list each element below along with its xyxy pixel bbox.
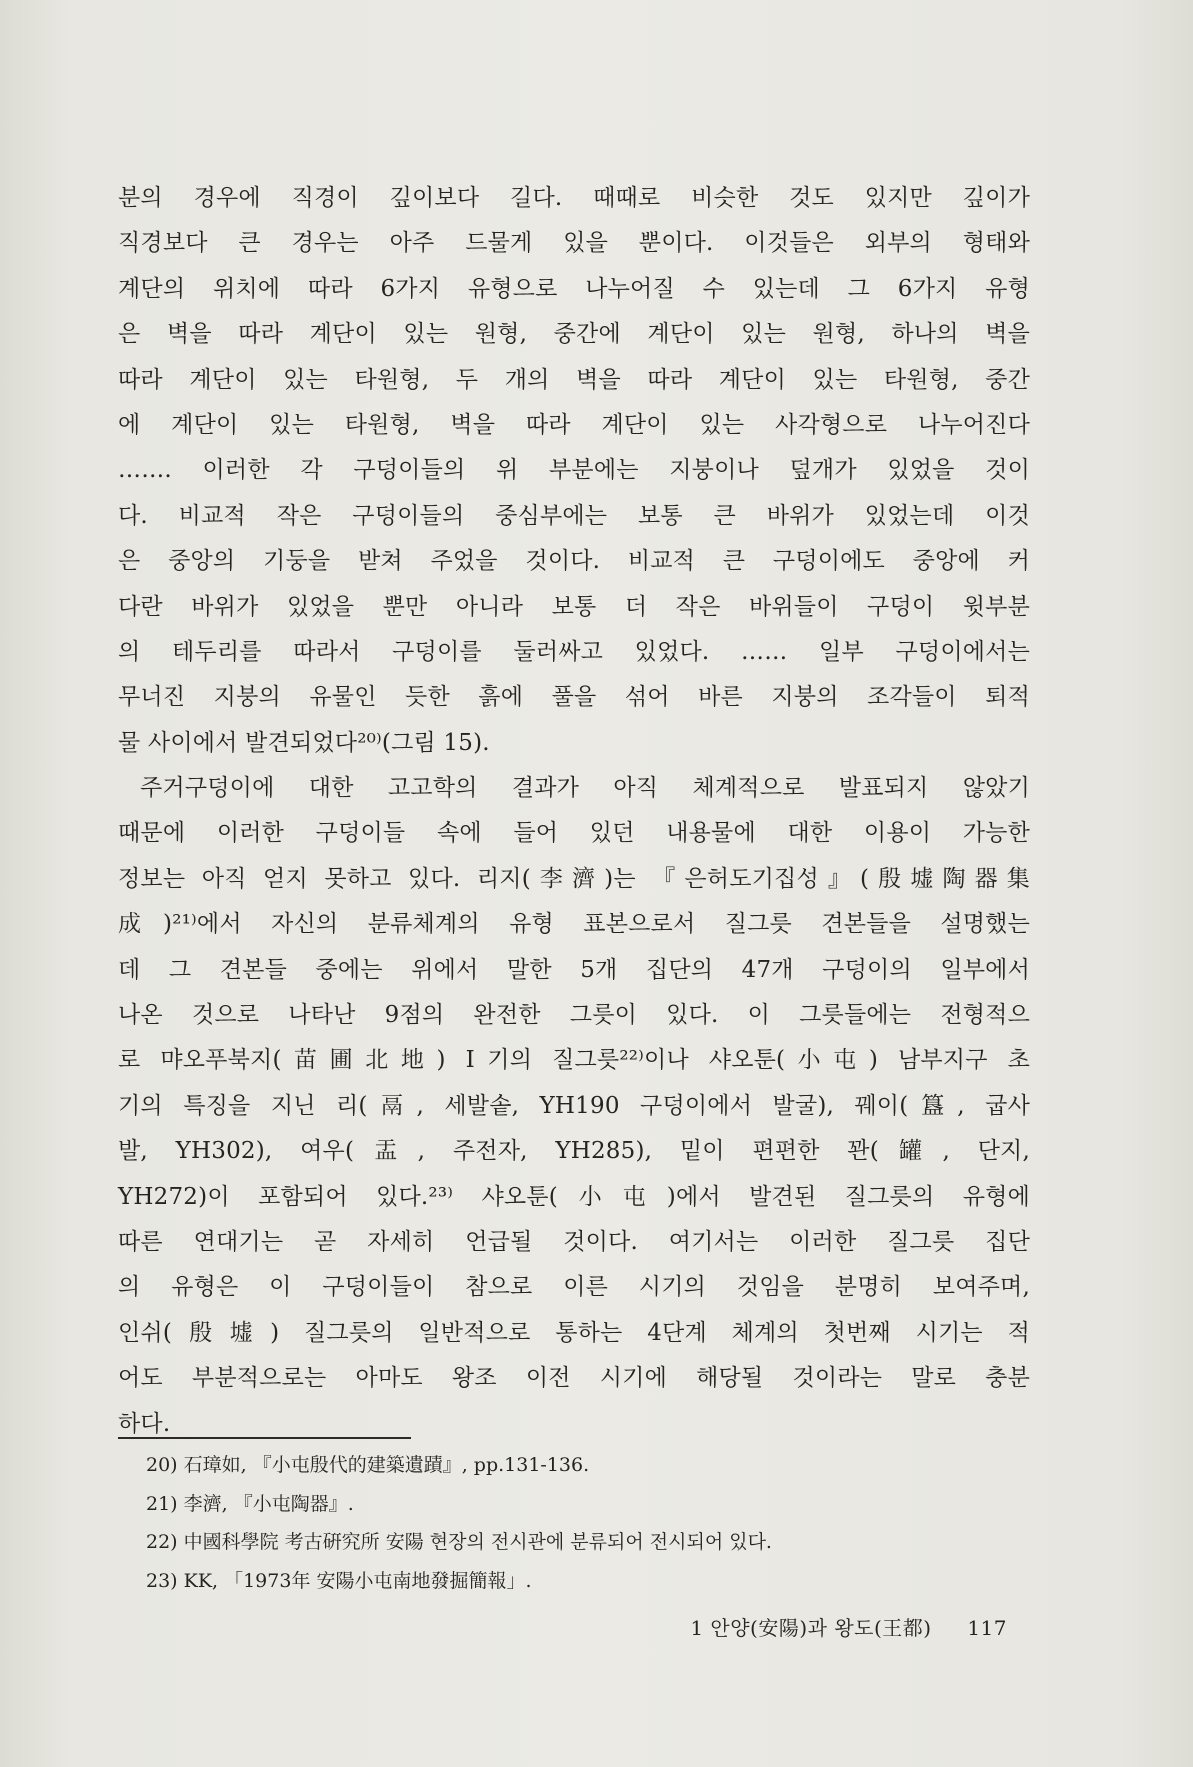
text-line-4: 은 벽을 따라 계단이 있는 원형, 중간에 계단이 있는 원형, 하나의 벽을 [118,321,1030,348]
text-line-28: 하다. [118,1410,171,1437]
text-line-13: 물 사이에서 발견되었다²⁰⁾(그림 15). [118,729,490,756]
text-line-20: 로 먀오푸북지(苗圃北地) Ⅰ기의 질그릇²²⁾이나 샤오툰(小屯) 남부지구 초 [118,1047,1030,1074]
body-text [118,176,1030,1447]
text-line-21: 기의 특징을 지닌 리(鬲, 세발솥, YH190 구덩이에서 발굴), 꿰이(簋, 굽사 [118,1092,1030,1119]
text-line-10: 다란 바위가 있었을 뿐만 아니라 보통 더 작은 바위들이 구덩이 윗부분 [118,593,1030,620]
page-number: 117 [967,1616,1007,1640]
text-line-14: 주거구덩이에 대한 고고학의 결과가 아직 체계적으로 발표되지 않았기 [140,775,1030,802]
text-line-3: 계단의 위치에 따라 6가지 유형으로 나누어질 수 있는데 그 6가지 유형 [118,275,1030,302]
text-line-7: ……. 이러한 각 구덩이들의 위 부분에는 지붕이나 덮개가 있었을 것이 [118,457,1030,484]
text-line-22: 발, YH302), 여우(盂, 주전자, YH285), 밑이 편편한 꽌(罐, 단지, [118,1138,1030,1165]
footnotes [146,1446,1026,1600]
footnote-22: 22) 中國科學院 考古硏究所 安陽 현장의 전시관에 분류되어 전시되어 있다. [146,1531,772,1553]
text-line-24: 따른 연대기는 곧 자세히 언급될 것이다. 여기서는 이러한 질그릇 집단 [118,1228,1030,1255]
text-line-11: 의 테두리를 따라서 구덩이를 둘러싸고 있었다. …… 일부 구덩이에서는 [118,638,1030,665]
text-line-6: 에 계단이 있는 타원형, 벽을 따라 계단이 있는 사각형으로 나누어진다 [118,411,1030,438]
text-line-25: 의 유형은 이 구덩이들이 참으로 이른 시기의 것임을 분명히 보여주며, [118,1274,1030,1301]
footnote-23: 23) KK, 「1973年 安陽小屯南地發掘簡報」. [146,1569,532,1592]
text-line-19: 나온 것으로 나타난 9점의 완전한 그릇이 있다. 이 그릇들에는 전형적으 [118,1002,1030,1029]
footnote-21: 21) 李濟, 『小屯陶器』. [146,1492,354,1515]
text-line-1: 분의 경우에 직경이 깊이보다 길다. 때때로 비슷한 것도 있지만 깊이가 [118,185,1030,211]
footnote-divider [118,1437,411,1439]
text-line-2: 직경보다 큰 경우는 아주 드물게 있을 뿐이다. 이것들은 외부의 형태와 [118,230,1030,257]
text-line-15: 때문에 이러한 구덩이들 속에 들어 있던 내용물에 대한 이용이 가능한 [118,820,1030,847]
text-line-8: 다. 비교적 작은 구덩이들의 중심부에는 보통 큰 바위가 있었는데 이것 [118,502,1030,529]
text-line-23: YH272)이 포함되어 있다.²³⁾ 샤오툰(小屯)에서 발견된 질그릇의 유형에 [118,1183,1030,1210]
text-line-5: 따라 계단이 있는 타원형, 두 개의 벽을 따라 계단이 있는 타원형, 중간 [118,366,1030,393]
text-line-17: 成)²¹⁾에서 자신의 분류체계의 유형 표본으로서 질그릇 견본들을 설명했는 [118,911,1030,938]
text-line-18: 데 그 견본들 중에는 위에서 말한 5개 집단의 47개 구덩이의 일부에서 [118,956,1030,983]
text-line-9: 은 중앙의 기둥을 받쳐 주었을 것이다. 비교적 큰 구덩이에도 중앙에 커 [118,548,1030,575]
running-footer [690,1608,1007,1648]
footnote-20: 20) 石璋如, 『小屯殷代的建築遺蹟』, pp.131-136. [146,1454,590,1476]
text-line-12: 무너진 지붕의 유물인 듯한 흙에 풀을 섞어 바른 지붕의 조각들이 퇴적 [118,684,1030,711]
running-title: 1 안양(安陽)과 왕도(王都) [690,1616,932,1640]
text-line-27: 어도 부분적으로는 아마도 왕조 이전 시기에 해당될 것이라는 말로 충분 [118,1365,1030,1392]
text-line-26: 인쉬(殷墟) 질그릇의 일반적으로 통하는 4단계 체계의 첫번째 시기는 적 [118,1319,1030,1346]
text-line-16: 정보는 아직 얻지 못하고 있다. 리지(李濟)는 『은허도기집성』(殷墟陶器集 [118,865,1030,892]
